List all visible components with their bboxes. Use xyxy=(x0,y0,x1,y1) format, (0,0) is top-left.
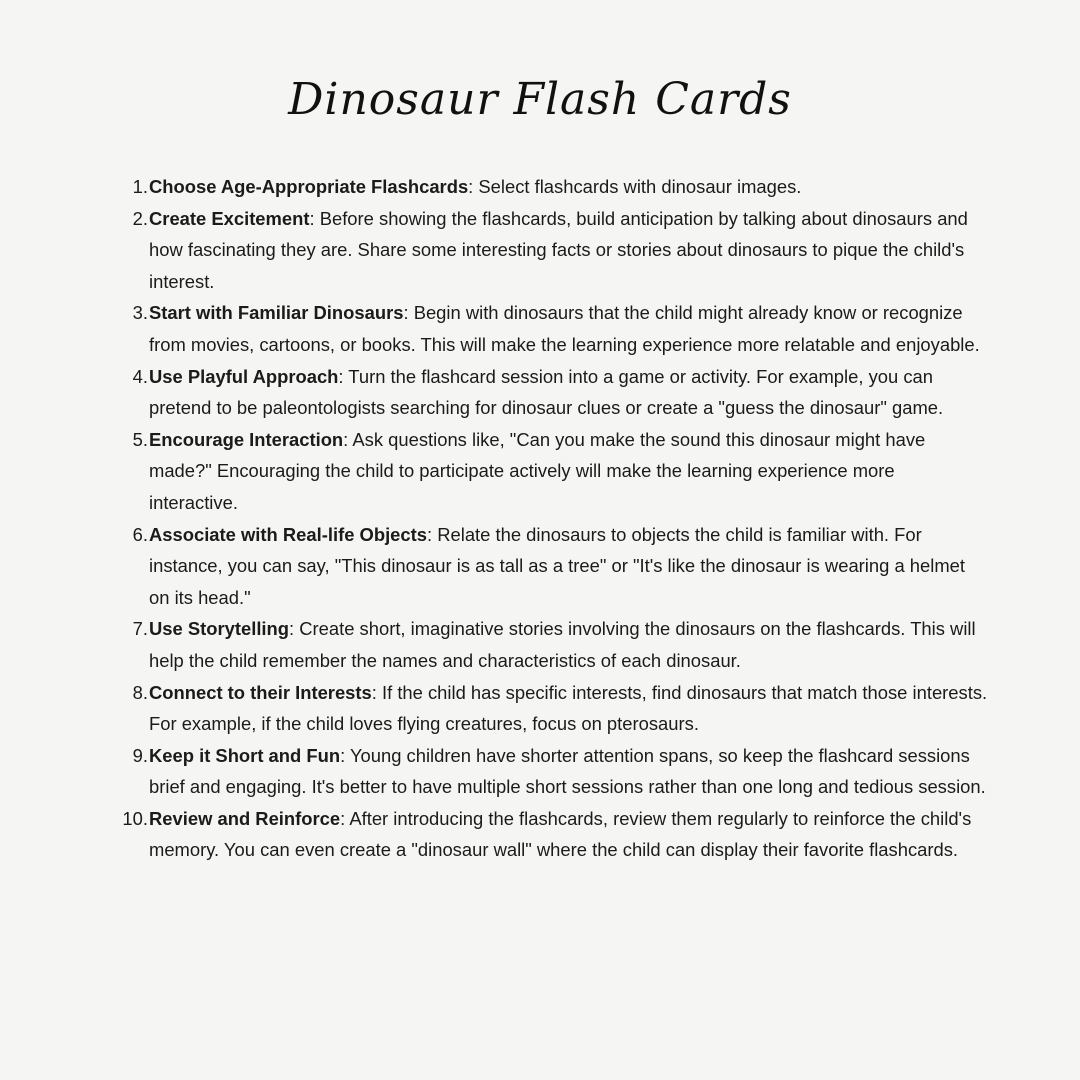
item-heading: Review and Reinforce xyxy=(149,807,341,829)
list-item xyxy=(118,613,988,676)
item-text: : After introducing the flashcards, review them regularly to reinforce the child's memory. You can even create a "dinosaur wall" where the child can display their favorite flashcards. xyxy=(149,807,972,861)
item-text: : Before showing the flashcards, build anticipation by talking about dinosaurs and how fascinating they are. Share some interesting facts or stories about dinosaurs to pique the child's interest. xyxy=(149,207,968,292)
item-number: 2. xyxy=(132,207,148,229)
item-heading: Use Storytelling xyxy=(149,618,290,640)
item-heading: Use Playful Approach xyxy=(149,365,339,387)
item-heading: Associate with Real-life Objects xyxy=(149,523,427,545)
list-item xyxy=(118,803,988,866)
item-text: : Create short, imaginative stories involving the dinosaurs on the flashcards. This will help the child remember the names and characteristics of each dinosaur. xyxy=(149,618,976,671)
item-text: : Relate the dinosaurs to objects the child is familiar with. For instance, you can say, "This dinosaur is as tall as a tree" or "It's like the dinosaur is wearing a helmet on its head." xyxy=(149,523,965,608)
list-item xyxy=(118,424,988,519)
list-item xyxy=(118,361,988,424)
item-number: 10. xyxy=(122,807,148,829)
list-item xyxy=(118,297,988,360)
item-number: 9. xyxy=(132,744,148,766)
tips-list xyxy=(118,171,988,866)
list-item xyxy=(118,519,988,614)
item-number: 6. xyxy=(132,523,148,545)
item-number: 4. xyxy=(132,365,148,387)
item-heading: Choose Age-Appropriate Flashcards xyxy=(149,176,469,197)
item-text: : Turn the flashcard session into a game or activity. For example, you can pretend to be paleontologists searching for dinosaur clues or create a "guess the dinosaur" game. xyxy=(149,365,944,419)
list-item xyxy=(118,677,988,740)
list-item xyxy=(118,171,988,203)
item-heading: Connect to their Interests xyxy=(149,681,372,703)
item-text: : Begin with dinosaurs that the child might already know or recognize from movies, cartoons, or books. This will make the learning experience more relatable and enjoyable. xyxy=(149,302,980,355)
item-text: : Ask questions like, "Can you make the sound this dinosaur might have made?" Encouraging the child to participate actively will make the learning experience more interactive. xyxy=(149,428,926,513)
item-heading: Start with Familiar Dinosaurs xyxy=(149,302,404,324)
item-number: 3. xyxy=(132,302,148,324)
item-heading: Create Excitement xyxy=(149,207,310,229)
item-number: 8. xyxy=(132,681,148,703)
item-text: : If the child has specific interests, find dinosaurs that match those interests. For example, if the child loves flying creatures, focus on pterosaurs. xyxy=(149,681,988,735)
item-text: : Young children have shorter attention spans, so keep the flashcard sessions brief and engaging. It's better to have multiple short sessions rather than one long and tedious session. xyxy=(149,744,986,798)
item-heading: Encourage Interaction xyxy=(149,428,344,450)
item-number: 1. xyxy=(132,176,148,197)
list-item xyxy=(118,203,988,298)
item-number: 7. xyxy=(132,618,148,640)
item-text: : Select flashcards with dinosaur images. xyxy=(468,176,802,197)
item-number: 5. xyxy=(132,428,148,450)
item-heading: Keep it Short and Fun xyxy=(149,744,341,766)
list-item xyxy=(118,740,988,803)
page-title: Dinosaur Flash Cards xyxy=(288,74,792,125)
